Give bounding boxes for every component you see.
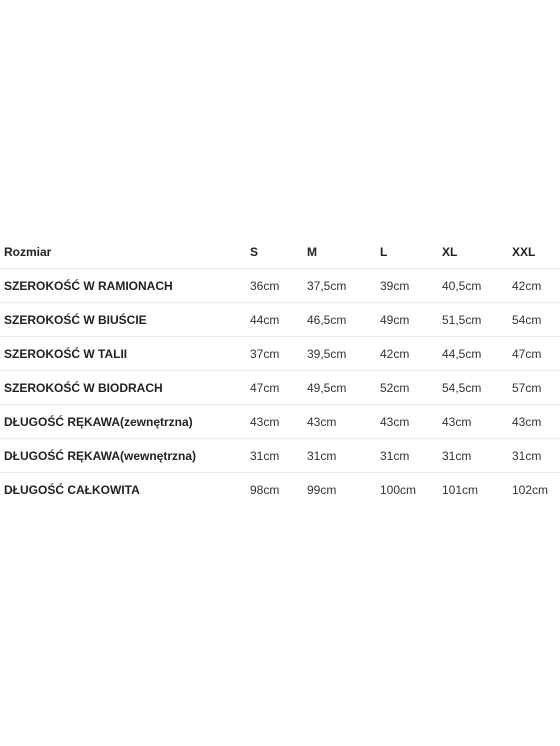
table-cell: 43cm: [307, 405, 380, 439]
table-cell: 47cm: [512, 337, 560, 371]
size-header-m: M: [307, 244, 317, 259]
table-cell: 98cm: [250, 473, 307, 507]
table-cell: 100cm: [380, 473, 442, 507]
size-header-xxl: XXL: [512, 244, 536, 259]
table-cell: 49cm: [380, 303, 442, 337]
table-row: [0, 337, 560, 371]
table-cell: 47cm: [250, 371, 307, 405]
table-row: [0, 303, 560, 337]
table-cell: 51,5cm: [442, 303, 512, 337]
table-row: [0, 269, 560, 303]
table-cell: 49,5cm: [307, 371, 380, 405]
table-cell: 54cm: [512, 303, 560, 337]
table-cell: 31cm: [512, 439, 560, 473]
row-label: SZEROKOŚĆ W BIODRACH: [0, 371, 250, 405]
table-cell: 43cm: [250, 405, 307, 439]
table-row: [0, 439, 560, 473]
size-chart-table: [0, 235, 560, 506]
table-cell: 44,5cm: [442, 337, 512, 371]
row-label: DŁUGOŚĆ RĘKAWA(wewnętrzna): [0, 439, 250, 473]
table-row: [0, 473, 560, 507]
table-row: [0, 371, 560, 405]
row-label: SZEROKOŚĆ W BIUŚCIE: [0, 303, 250, 337]
table-cell: 31cm: [307, 439, 380, 473]
table-cell: 37,5cm: [307, 269, 380, 303]
table-cell: 43cm: [512, 405, 560, 439]
table-cell: 42cm: [512, 269, 560, 303]
table-cell: 43cm: [380, 405, 442, 439]
table-cell: 52cm: [380, 371, 442, 405]
table-cell: 40,5cm: [442, 269, 512, 303]
table-cell: 101cm: [442, 473, 512, 507]
size-header-l: L: [380, 244, 388, 259]
table-cell: 102cm: [512, 473, 560, 507]
table-row: [0, 405, 560, 439]
row-label: DŁUGOŚĆ RĘKAWA(zewnętrzna): [0, 405, 250, 439]
table-cell: 39,5cm: [307, 337, 380, 371]
table-cell: 39cm: [380, 269, 442, 303]
table-cell: 46,5cm: [307, 303, 380, 337]
table-cell: 37cm: [250, 337, 307, 371]
table-cell: 31cm: [250, 439, 307, 473]
row-label: DŁUGOŚĆ CAŁKOWITA: [0, 473, 250, 507]
table-cell: 54,5cm: [442, 371, 512, 405]
table-cell: 36cm: [250, 269, 307, 303]
table-cell: 44cm: [250, 303, 307, 337]
size-header-xl: XL: [442, 244, 458, 259]
row-label: SZEROKOŚĆ W RAMIONACH: [0, 269, 250, 303]
table-cell: 31cm: [442, 439, 512, 473]
table-cell: 57cm: [512, 371, 560, 405]
size-header-s: S: [250, 244, 259, 259]
table-cell: 42cm: [380, 337, 442, 371]
size-column-header: Rozmiar: [4, 244, 52, 259]
row-label: SZEROKOŚĆ W TALII: [0, 337, 250, 371]
table-header-row: [0, 235, 560, 269]
table-cell: 43cm: [442, 405, 512, 439]
table-cell: 31cm: [380, 439, 442, 473]
table-cell: 99cm: [307, 473, 380, 507]
